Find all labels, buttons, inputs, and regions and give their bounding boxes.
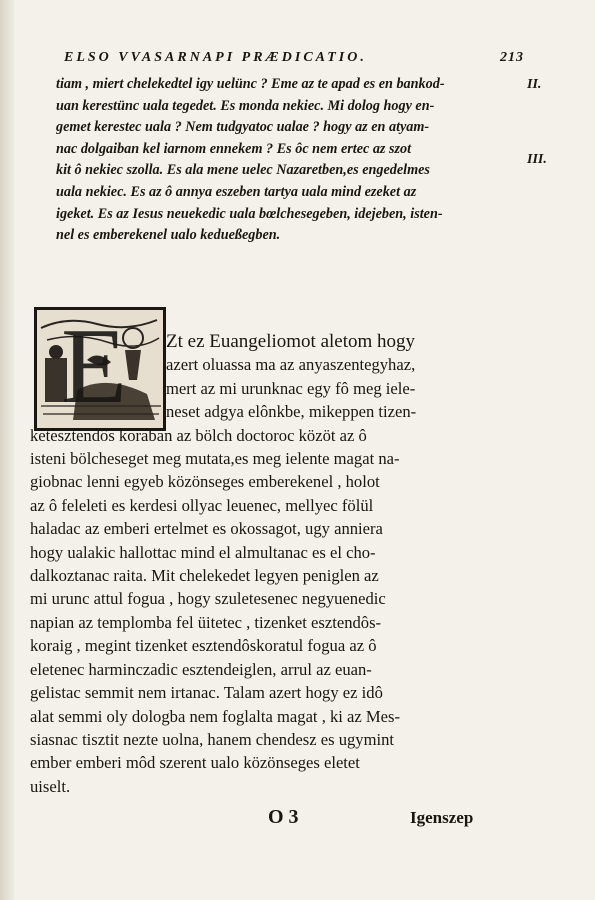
body-line: mert az mi urunknac egy fô meg iele- <box>166 378 416 398</box>
initial-letter: E <box>61 307 127 426</box>
body-line: ketesztendôs koraban az bölch doctoroc közöt az ô <box>30 425 367 445</box>
body-line: napian az templomba fel üitetec , tizenket esztendôs- <box>30 612 382 632</box>
page-number: 213 <box>500 50 524 65</box>
italic-line: kit ô nekiec szolla. Es ala mene uelec Nazaretben,es engedelmes <box>56 162 430 179</box>
main-body-text <box>30 330 500 798</box>
body-line: isteni bölcheseget meg mutata,es meg ielente magat na- <box>30 449 400 469</box>
body-line: giobnac lenni egyeb közönseges emberekenel , holot <box>30 472 380 492</box>
body-line: Zt ez Euangeliomot aletom hogy <box>166 331 416 352</box>
page-gutter-shadow <box>0 0 14 900</box>
margin-note-iii: III. <box>527 152 547 167</box>
body-line: mi urunc attul fogua , hogy szuletesenec negyuenedic <box>30 589 386 609</box>
italic-line: uala nekiec. Es az ô annya eszeben tartya uala mind ezeket az <box>56 183 417 200</box>
page-footer <box>0 806 595 836</box>
italic-line: tiam , miert chelekedtel igy uelünc ? Eme az te apad es en bankod- <box>56 76 445 92</box>
header-title: ELSO VVASARNAPI PRÆDICATIO. <box>64 50 367 65</box>
body-line: hogy ualakic hallottac mind el almultanac es el cho- <box>30 542 376 562</box>
body-line: neset adgya elônkbe, mikeppen tizen- <box>166 402 417 422</box>
body-line: alat semmi oly dologba nem foglalta magat , ki az Mes- <box>30 706 401 726</box>
italic-scripture-passage <box>56 74 518 247</box>
body-line: eletenec harminczadic esztendeiglen, arrul az euan- <box>30 659 372 679</box>
body-line: uiselt. <box>30 776 71 796</box>
catchword: Igenszep <box>410 808 474 827</box>
body-line: gelistac semmit nem irtanac. Talam azert hogy ez idô <box>30 683 383 703</box>
italic-line: nel es emberekenel ualo kedueßegben. <box>56 227 281 244</box>
running-header <box>64 50 524 70</box>
body-line: dalkoztanac raita. Mit chelekedet legyen peniglen az <box>30 566 379 586</box>
signature-mark: O 3 <box>268 806 299 828</box>
italic-line: igeket. Es az Iesus neuekedic uala bœlchesegeben, idejeben, isten- <box>56 205 443 222</box>
italic-line: gemet kerestec uala ? Nem tudgyatoc ualae ? hogy az en atyam- <box>56 119 430 136</box>
body-line: koraig , megint tizenket esztendôskoratul fogua az ô <box>30 636 377 656</box>
body-line: az ô feleleti es kerdesi ollyac leuenec, mellyec fölül <box>30 495 374 515</box>
italic-line: uan kerestünc uala tegedet. Es monda nekiec. Mi dolog hogy en- <box>56 97 435 114</box>
italic-line: nac dolgaiban kel iarnom ennekem ? Es ôc nem ertec az szot <box>56 140 412 157</box>
body-line: azert oluassa ma az anyaszentegyhaz, <box>166 355 416 375</box>
margin-note-ii: II. <box>527 77 542 92</box>
body-line: ember emberi môd szerent ualo közönseges eletet <box>30 753 360 773</box>
body-line: haladac az emberi ertelmet es okossagot, ugy anniera <box>30 519 383 539</box>
body-line: siasnac tisztit nezte uolna, hanem chendesz es ugymint <box>30 729 395 749</box>
